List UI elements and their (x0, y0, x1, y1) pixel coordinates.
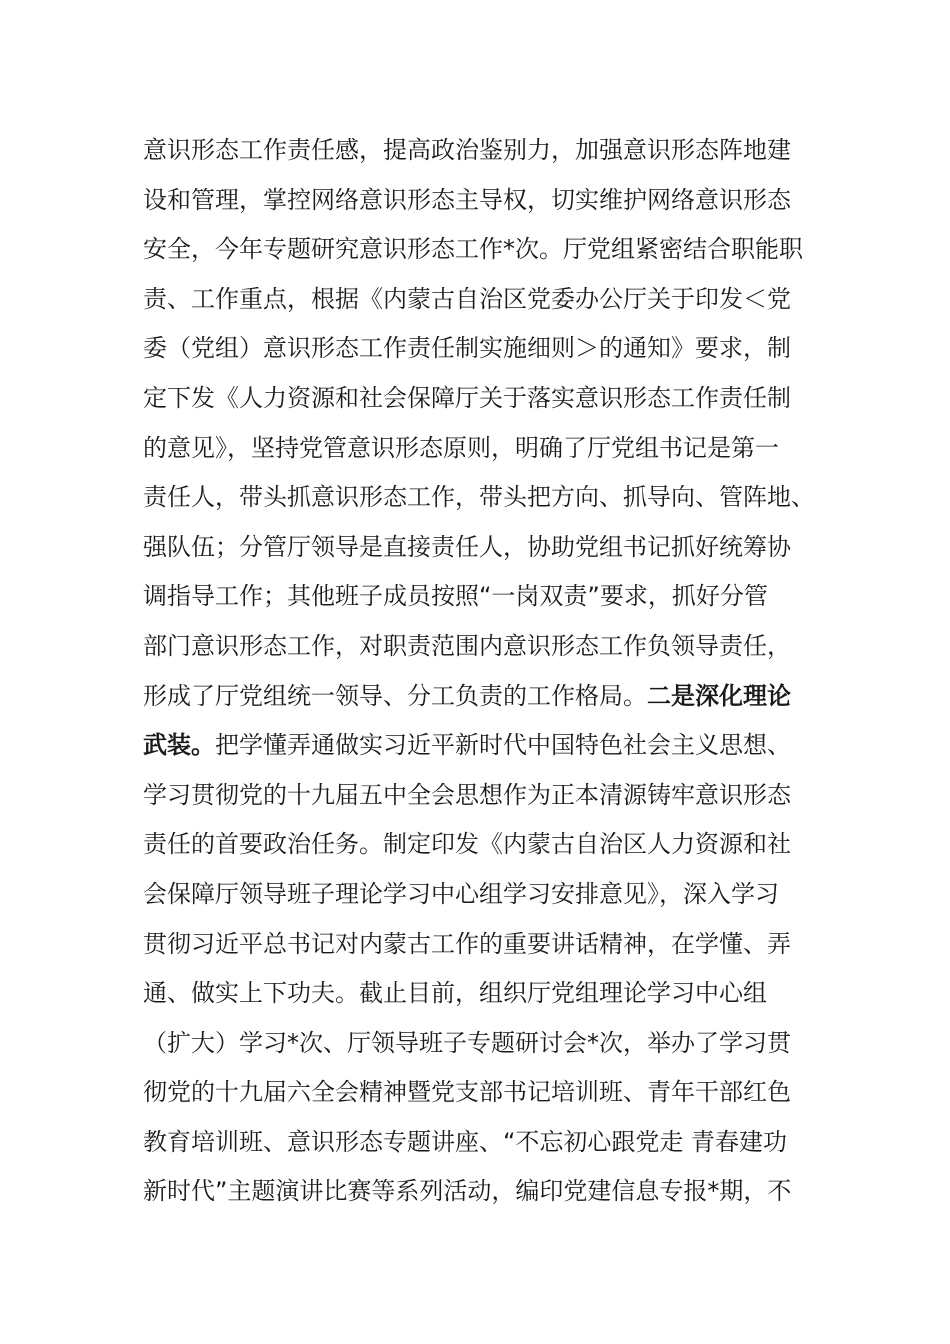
text-segment: 会保障厅领导班子理论学习中心组学习安排意见》，深入学习 (143, 879, 779, 908)
text-segment: 形成了厅党组统一领导、分工负责的工作格局。 (143, 681, 647, 710)
text-segment: 安全，今年专题研究意识形态工作*次。厅党组紧密结合职能职 (143, 235, 803, 264)
text-line (143, 1068, 823, 1118)
text-line (143, 1167, 823, 1217)
text-segment: 通、做实上下功夫。截止目前，组织厅党组理论学习中心组 (143, 979, 767, 1008)
text-segment: 学习贯彻党的十九届五中全会思想作为正本清源铸牢意识形态 (143, 780, 791, 809)
text-segment: 部门意识形态工作，对职责范围内意识形态工作负领导责任， (143, 631, 791, 660)
text-line (143, 176, 823, 226)
text-line (143, 672, 823, 722)
text-line (143, 771, 823, 821)
text-segment: 定下发《人力资源和社会保障厅关于落实意识形态工作责任制 (143, 383, 791, 412)
text-segment: 意识形态工作责任感，提高政治鉴别力，加强意识形态阵地建 (143, 136, 791, 164)
text-line (143, 523, 823, 573)
text-segment: 彻党的十九届六全会精神暨党支部书记培训班、青年干部红色 (143, 1078, 791, 1107)
text-line (143, 126, 823, 176)
text-line (143, 473, 823, 523)
bold-text-segment: 武装。 (143, 731, 215, 760)
text-segment: 设和管理，掌控网络意识形态主导权，切实维护网络意识形态 (143, 185, 791, 214)
text-line (143, 374, 823, 424)
text-segment: 责任人，带头抓意识形态工作，带头把方向、抓导向、管阵地、 (143, 483, 815, 512)
text-line (143, 820, 823, 870)
text-segment: 教育培训班、意识形态专题讲座、“不忘初心跟党走 青春建功 (143, 1127, 788, 1156)
text-line (143, 1019, 823, 1069)
text-segment: 把学懂弄通做实习近平新时代中国特色社会主义思想、 (215, 731, 791, 760)
text-line (143, 275, 823, 325)
text-segment: 贯彻习近平总书记对内蒙古工作的重要讲话精神，在学懂、弄 (143, 929, 791, 958)
text-line (143, 424, 823, 474)
text-segment: （扩大）学习*次、厅领导班子专题研讨会*次，举办了学习贯 (143, 1028, 791, 1057)
text-segment: 责、工作重点，根据《内蒙古自治区党委办公厅关于印发＜党 (143, 284, 791, 313)
text-line (143, 870, 823, 920)
text-segment: 委（党组）意识形态工作责任制实施细则＞的通知》要求，制 (143, 334, 791, 363)
text-segment: 责任的首要政治任务。制定印发《内蒙古自治区人力资源和社 (143, 830, 791, 859)
text-line (143, 225, 823, 275)
text-line (143, 572, 823, 622)
text-segment: 强队伍；分管厅领导是直接责任人，协助党组书记抓好统筹协 (143, 532, 791, 561)
bold-text-segment: 二是深化理论 (647, 681, 791, 710)
text-line (143, 622, 823, 672)
text-line (143, 721, 823, 771)
text-segment: 调指导工作；其他班子成员按照“一岗双责”要求，抓好分管 (143, 582, 768, 611)
text-line (143, 1118, 823, 1168)
text-line (143, 324, 823, 374)
body-text (143, 126, 823, 1217)
text-line (143, 920, 823, 970)
text-segment: 新时代”主题演讲比赛等系列活动，编印党建信息专报*期，不 (143, 1177, 792, 1206)
text-line (143, 969, 823, 1019)
text-segment: 的意见》，坚持党管意识形态原则，明确了厅党组书记是第一 (143, 433, 779, 462)
